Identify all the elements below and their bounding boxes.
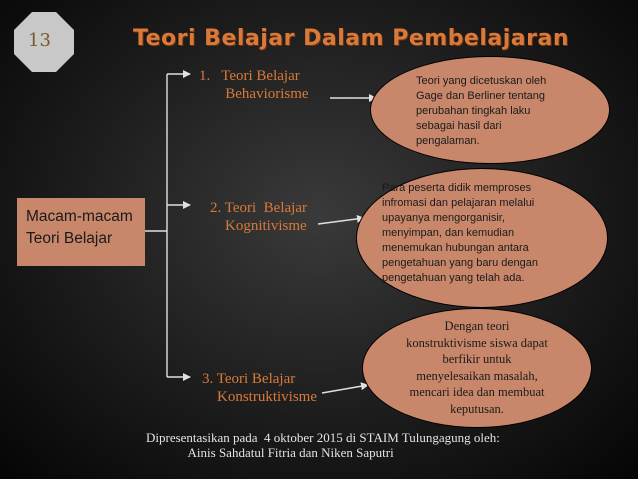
- root-line-2: Teori Belajar: [26, 230, 113, 247]
- cloud-1-line: sebagai hasil dari: [416, 120, 502, 132]
- branch-3-line-2: Konstruktivisme: [202, 389, 317, 405]
- branch-2-line-2: Kognitivisme: [210, 218, 307, 234]
- root-node-box: [17, 198, 145, 266]
- cloud-2-text: [382, 181, 570, 286]
- branch-label-behaviorisme: [199, 67, 309, 103]
- branch-2-line-1: 2. Teori Belajar: [210, 200, 307, 216]
- cloud-3-line: Dengan teori: [444, 319, 510, 333]
- presentation-footer: [146, 430, 566, 460]
- cloud-2-line: menemukan hubungan antara: [382, 242, 529, 254]
- cloud-1-text: [416, 74, 564, 149]
- cloud-1-line: pengalaman.: [416, 135, 480, 147]
- cloud-3-line: mencari idea dan membuat: [409, 385, 545, 399]
- branch-3-line-1: 3. Teori Belajar: [202, 371, 296, 387]
- footer-line-1: Dipresentasikan pada 4 oktober 2015 di STAIM Tulungagung oleh:: [146, 430, 500, 445]
- cloud-1-line: perubahan tingkah laku: [416, 105, 531, 117]
- cloud-3-line: konstruktivisme siswa dapat: [406, 335, 548, 350]
- root-line-1: Macam-macam: [26, 208, 133, 225]
- branch-label-konstruktivisme: [202, 370, 317, 406]
- footer-line-2: Ainis Sahdatul Fitria dan Niken Saputri: [146, 445, 394, 460]
- cloud-2-line: pengetahuan yang telah ada.: [382, 272, 525, 284]
- cloud-3-line: keputusan.: [450, 401, 504, 416]
- cloud-2-line: menyimpan, dan kemudian: [382, 227, 515, 239]
- cloud-1-line: Gage dan Berliner tentang: [416, 90, 546, 102]
- cloud-2-line: upayanya mengorganisir,: [382, 212, 505, 224]
- branch-label-kognitivisme: [210, 199, 307, 235]
- cloud-3-line: berfikir untuk: [442, 352, 512, 366]
- cloud-2-line: Para peserta didik memproses: [382, 182, 532, 194]
- cloud-3-line: menyelesaikan masalah,: [416, 368, 538, 383]
- branch-1-line-2: Behaviorisme: [199, 86, 309, 102]
- cloud-3-text: [390, 318, 564, 417]
- cloud-arrow-2: [318, 218, 364, 224]
- slide-title: Teori Belajar Dalam Pembelajaran: [133, 26, 569, 51]
- cloud-1-line: Teori yang dicetuskan oleh: [416, 75, 547, 87]
- cloud-arrow-3: [322, 385, 368, 393]
- branch-1-line-1: 1. Teori Belajar: [199, 68, 300, 84]
- cloud-2-line: infromasi dan pelajaran melalui: [382, 197, 535, 209]
- slide-number: 13: [28, 30, 51, 51]
- cloud-2-line: pengetahuan yang baru dengan: [382, 257, 538, 269]
